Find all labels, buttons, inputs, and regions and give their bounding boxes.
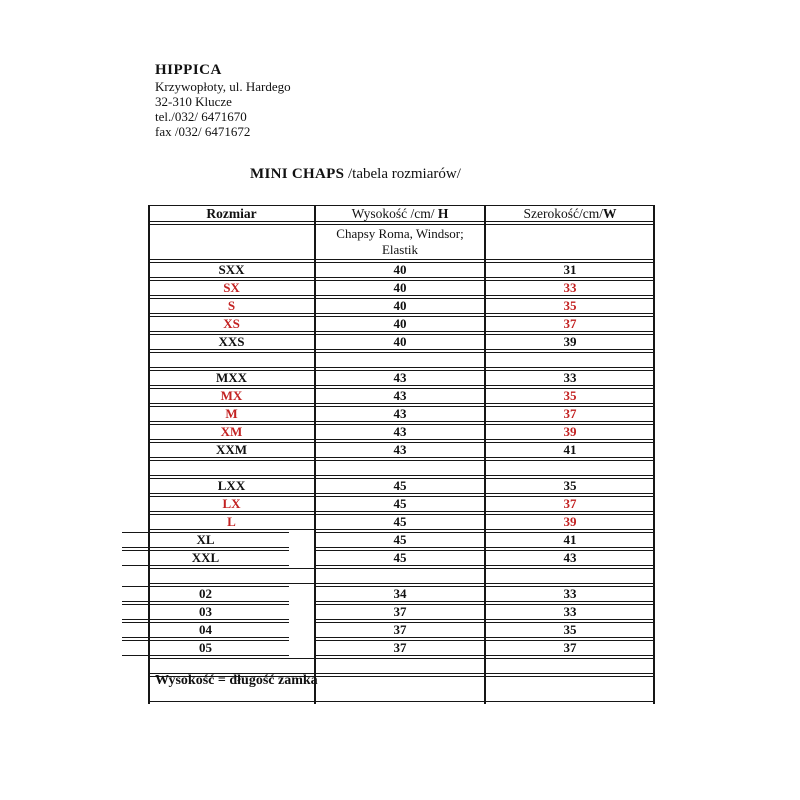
height-cell: 45 <box>315 514 485 530</box>
address-street: Krzywopłoty, ul. Hardego <box>155 79 291 94</box>
width-cell: 43 <box>485 550 655 566</box>
width-cell: 33 <box>485 280 655 296</box>
height-cell: 40 <box>315 262 485 278</box>
width-cell: 35 <box>485 298 655 314</box>
header-h-symbol: H <box>437 206 449 221</box>
header-rozmiar: Rozmiar <box>148 205 315 222</box>
size-cell: S <box>148 298 315 314</box>
table-row <box>148 532 655 548</box>
table-vertical-border <box>314 205 316 704</box>
title-suffix: /tabela rozmiarów/ <box>344 166 461 182</box>
width-cell: 35 <box>485 388 655 404</box>
size-cell: 03 <box>122 604 289 620</box>
address-city: 32-310 Klucze <box>155 94 232 109</box>
height-cell: 43 <box>315 406 485 422</box>
subheader-line2: Elastik <box>381 242 419 257</box>
subheader-models-cell <box>315 224 485 260</box>
table-vertical-border <box>653 205 655 704</box>
size-cell: 05 <box>122 640 289 656</box>
width-cell: 39 <box>485 514 655 530</box>
height-cell <box>315 676 485 702</box>
width-cell: 33 <box>485 604 655 620</box>
width-cell: 37 <box>485 406 655 422</box>
height-cell: 43 <box>315 370 485 386</box>
size-cell: SXX <box>148 262 315 278</box>
company-name: HIPPICA <box>155 62 222 78</box>
product-name: MINI CHAPS <box>250 166 345 182</box>
size-cell: XL <box>122 532 289 548</box>
size-table-body <box>148 262 655 702</box>
width-cell: 35 <box>485 622 655 638</box>
table-row <box>148 640 655 656</box>
header-wysokosc <box>315 205 485 222</box>
table-vertical-border <box>484 205 486 704</box>
height-cell: 45 <box>315 532 485 548</box>
size-cell: XXM <box>148 442 315 458</box>
width-cell: 41 <box>485 532 655 548</box>
spacer-row <box>148 568 655 584</box>
width-cell: 39 <box>485 424 655 440</box>
height-cell: 45 <box>315 496 485 512</box>
width-cell: 39 <box>485 334 655 350</box>
height-cell: 40 <box>315 334 485 350</box>
size-cell <box>148 658 315 674</box>
table-row <box>148 370 655 386</box>
table-row <box>148 334 655 350</box>
width-cell: 37 <box>485 640 655 656</box>
spacer-row <box>148 460 655 476</box>
width-cell <box>485 676 655 702</box>
letterhead <box>155 62 291 139</box>
size-cell: 02 <box>122 586 289 602</box>
table-vertical-border <box>148 205 150 704</box>
table-row <box>148 622 655 638</box>
width-cell: 37 <box>485 316 655 332</box>
header-w-symbol: W <box>602 206 617 221</box>
table-row <box>148 496 655 512</box>
size-cell: M <box>148 406 315 422</box>
table-row <box>148 388 655 404</box>
height-cell: 37 <box>315 640 485 656</box>
width-cell: 41 <box>485 442 655 458</box>
subheader-empty-cell <box>485 224 655 260</box>
header-szerokosc-label: Szerokość/cm/ <box>523 206 603 221</box>
height-cell <box>315 460 485 476</box>
spacer-row <box>148 352 655 368</box>
height-cell: 40 <box>315 298 485 314</box>
size-cell <box>148 352 315 368</box>
table-row <box>148 298 655 314</box>
size-cell: XS <box>148 316 315 332</box>
footnote: Wysokość = długość zamka <box>155 673 318 688</box>
width-cell: 33 <box>485 586 655 602</box>
size-cell: LXX <box>148 478 315 494</box>
table-subheader-row <box>148 224 655 260</box>
table-row <box>148 424 655 440</box>
size-cell: LX <box>148 496 315 512</box>
table-row <box>148 550 655 566</box>
height-cell: 43 <box>315 424 485 440</box>
height-cell: 45 <box>315 550 485 566</box>
spacer-row <box>148 658 655 674</box>
height-cell: 34 <box>315 586 485 602</box>
table-row <box>148 262 655 278</box>
height-cell: 45 <box>315 478 485 494</box>
table-row <box>148 406 655 422</box>
table-row <box>148 442 655 458</box>
size-cell: XXS <box>148 334 315 350</box>
height-cell: 37 <box>315 604 485 620</box>
table-row <box>148 280 655 296</box>
width-cell: 33 <box>485 370 655 386</box>
width-cell <box>485 658 655 674</box>
width-cell <box>485 460 655 476</box>
width-cell: 31 <box>485 262 655 278</box>
size-cell <box>148 460 315 476</box>
height-cell: 43 <box>315 388 485 404</box>
subheader-line1: Chapsy Roma, Windsor; <box>336 226 464 241</box>
subheader-empty-cell <box>148 224 315 260</box>
width-cell <box>485 568 655 584</box>
table-header-row <box>148 205 655 222</box>
size-cell <box>148 568 315 584</box>
table-row <box>148 316 655 332</box>
fax-line: fax /032/ 6471672 <box>155 124 251 139</box>
table-row <box>148 478 655 494</box>
height-cell <box>315 658 485 674</box>
size-cell: MX <box>148 388 315 404</box>
table-row <box>148 604 655 620</box>
header-wysokosc-label: Wysokość /cm/ <box>351 206 438 221</box>
height-cell <box>315 568 485 584</box>
height-cell <box>315 352 485 368</box>
document-title <box>250 166 461 183</box>
width-cell: 35 <box>485 478 655 494</box>
size-cell: XXL <box>122 550 289 566</box>
size-cell: 04 <box>122 622 289 638</box>
size-cell: L <box>148 514 315 530</box>
size-cell: SX <box>148 280 315 296</box>
table-row <box>148 586 655 602</box>
height-cell: 40 <box>315 316 485 332</box>
height-cell: 43 <box>315 442 485 458</box>
size-cell: MXX <box>148 370 315 386</box>
header-szerokosc <box>485 205 655 222</box>
height-cell: 37 <box>315 622 485 638</box>
size-cell: XM <box>148 424 315 440</box>
width-cell: 37 <box>485 496 655 512</box>
table-row <box>148 514 655 530</box>
width-cell <box>485 352 655 368</box>
size-table <box>148 205 655 704</box>
height-cell: 40 <box>315 280 485 296</box>
phone-line: tel./032/ 6471670 <box>155 109 247 124</box>
